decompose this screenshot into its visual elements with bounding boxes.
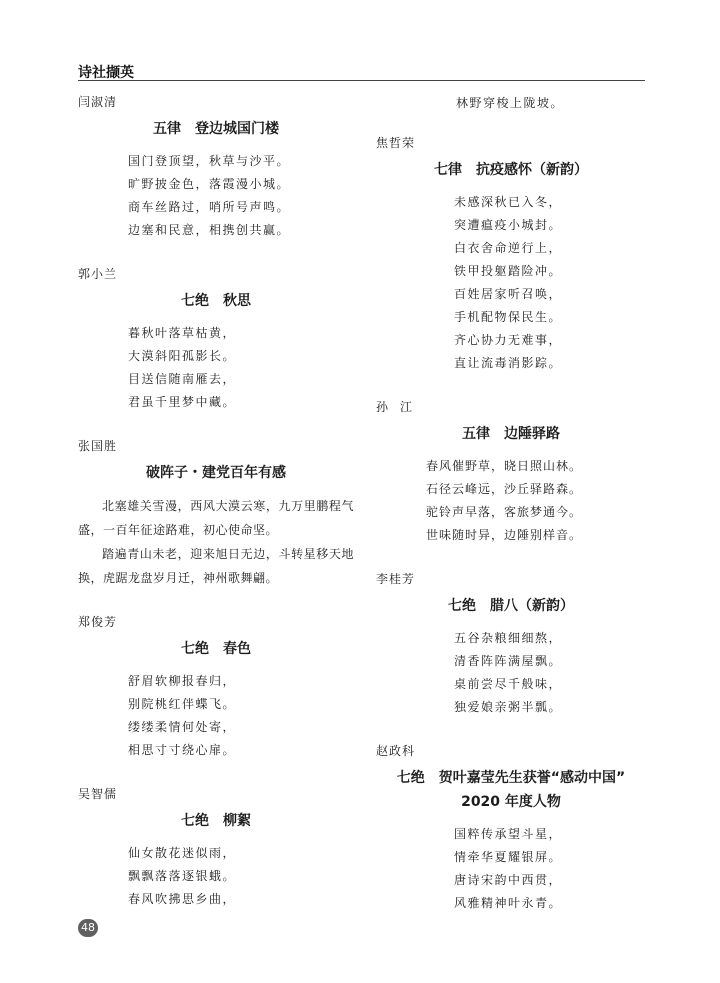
poem-title: 破阵子・建党百年有感 bbox=[146, 465, 286, 481]
poem-line: 桌前尝尽千般味， bbox=[454, 677, 563, 691]
poem-title: 七律 抗疫感怀（新韵） bbox=[434, 162, 588, 178]
poem-line: 目送信随南雁去， bbox=[128, 372, 237, 386]
poem-title-line2: 2020 年度人物 bbox=[461, 794, 561, 810]
poem-line: 相思寸寸绕心扉。 bbox=[128, 743, 237, 757]
poem-lines bbox=[78, 842, 354, 911]
poem-line: 白衣舍命逆行上， bbox=[454, 241, 563, 255]
poem-author: 吴智儒 bbox=[78, 787, 118, 801]
poem-author: 郭小兰 bbox=[78, 267, 118, 281]
section-title: 诗社撷英 bbox=[78, 65, 134, 81]
poem-title: 七绝 柳絮 bbox=[181, 813, 251, 829]
poem-lines bbox=[376, 823, 646, 915]
poem-line: 未感深秋已入冬， bbox=[454, 195, 563, 209]
poem-line: 飘飘落落逐银蛾。 bbox=[128, 869, 237, 883]
poem-line: 缕缕柔情何处寄， bbox=[128, 720, 237, 734]
poem-title: 五律 登边城国门楼 bbox=[153, 121, 279, 137]
poem-line: 别院桃红伴蝶飞。 bbox=[128, 697, 237, 711]
poem-author: 孙江 bbox=[376, 400, 425, 414]
poem bbox=[376, 397, 646, 547]
poem-line: 风雅精神叶永青。 bbox=[454, 896, 563, 910]
poem-lines bbox=[376, 191, 646, 375]
poem bbox=[78, 612, 354, 762]
poem bbox=[78, 264, 354, 414]
poem-lines bbox=[78, 322, 354, 414]
poem-line: 独爱娘亲粥半瓢。 bbox=[454, 700, 563, 714]
poem-title: 七绝 秋思 bbox=[181, 293, 251, 309]
poem-title: 七绝 腊八（新韵） bbox=[448, 598, 574, 614]
poem bbox=[376, 569, 646, 719]
poem-author: 张国胜 bbox=[78, 439, 118, 453]
poem-author: 焦哲荣 bbox=[376, 136, 416, 150]
poem-line: 百姓居家听召唤， bbox=[454, 287, 563, 301]
poem-line: 暮秋叶落草枯黄， bbox=[128, 326, 237, 340]
poem-lines bbox=[376, 627, 646, 719]
right-column bbox=[376, 92, 646, 915]
poem-line: 春风催野草，晓日照山林。 bbox=[426, 459, 583, 473]
poem-line: 舒眉软柳报春归， bbox=[128, 674, 237, 688]
poem-paragraph: 北塞雄关雪漫，西风大漠云寒，九万里鹏程气盛，一百年征途路难，初心使命坚。 bbox=[78, 499, 354, 537]
poem-line: 唐诗宋韵中西贯， bbox=[454, 873, 563, 887]
poem-lines bbox=[376, 455, 646, 547]
poem-line: 世味随时异，边陲别样音。 bbox=[426, 528, 583, 542]
poem-title: 七绝 贺叶嘉莹先生获誉“感动中国” bbox=[396, 770, 626, 786]
header-rule bbox=[78, 80, 645, 81]
poem bbox=[376, 741, 646, 915]
poem bbox=[78, 784, 354, 911]
poem-line: 驼铃声早落，客旅梦通今。 bbox=[426, 505, 583, 519]
poem-title: 七绝 春色 bbox=[181, 641, 251, 657]
poem-line: 铁甲投躯踏险冲。 bbox=[454, 264, 563, 278]
poem-line: 旷野披金色，落霞漫小城。 bbox=[128, 177, 291, 191]
poem-line: 边塞和民意，相携创共赢。 bbox=[128, 223, 291, 237]
poem bbox=[78, 436, 354, 590]
poem bbox=[78, 92, 354, 242]
poem-line: 清香阵阵满屋飘。 bbox=[454, 654, 563, 668]
poem-line: 石径云峰远，沙丘驿路森。 bbox=[426, 482, 583, 496]
poem-author: 李桂芳 bbox=[376, 572, 416, 586]
poem-line: 大漠斜阳孤影长。 bbox=[128, 349, 237, 363]
poem-line: 仙女散花迷似雨， bbox=[128, 846, 237, 860]
poem-author: 郑俊芳 bbox=[78, 615, 118, 629]
poem-line: 手机配物保民生。 bbox=[454, 310, 563, 324]
poem-author: 赵政科 bbox=[376, 744, 416, 758]
poem-line: 商车丝路过，哨所号声鸣。 bbox=[128, 200, 291, 214]
poem-line: 五谷杂粮细细熬， bbox=[454, 631, 563, 645]
poem-lines bbox=[78, 670, 354, 762]
poem-line: 直让流毒消影踪。 bbox=[454, 356, 563, 370]
poem-line: 齐心协力无难事， bbox=[454, 333, 563, 347]
poem-prose bbox=[78, 494, 354, 590]
poem-lines bbox=[78, 150, 354, 242]
poem-line: 君虽千里梦中藏。 bbox=[128, 395, 237, 409]
poem-line: 国粹传承望斗星， bbox=[454, 827, 563, 841]
poem-line-continued: 林野穿梭上陇坡。 bbox=[456, 96, 565, 110]
left-column bbox=[78, 92, 354, 911]
poem-line: 情牵华夏耀银屏。 bbox=[454, 850, 563, 864]
poem-line: 突遭瘟疫小城封。 bbox=[454, 218, 563, 232]
poem-author: 闫淑清 bbox=[78, 95, 118, 109]
poem bbox=[376, 133, 646, 375]
poem-line: 国门登顶望，秋草与沙平。 bbox=[128, 154, 291, 168]
poem-paragraph: 踏遍青山未老，迎来旭日无边，斗转星移天地换，虎踞龙盘岁月迁，神州歌舞翩。 bbox=[78, 547, 354, 585]
poem-title: 五律 边陲驿路 bbox=[462, 426, 560, 442]
page-number-badge: 48 bbox=[78, 919, 98, 937]
poem-line: 春风吹拂思乡曲， bbox=[128, 892, 237, 906]
